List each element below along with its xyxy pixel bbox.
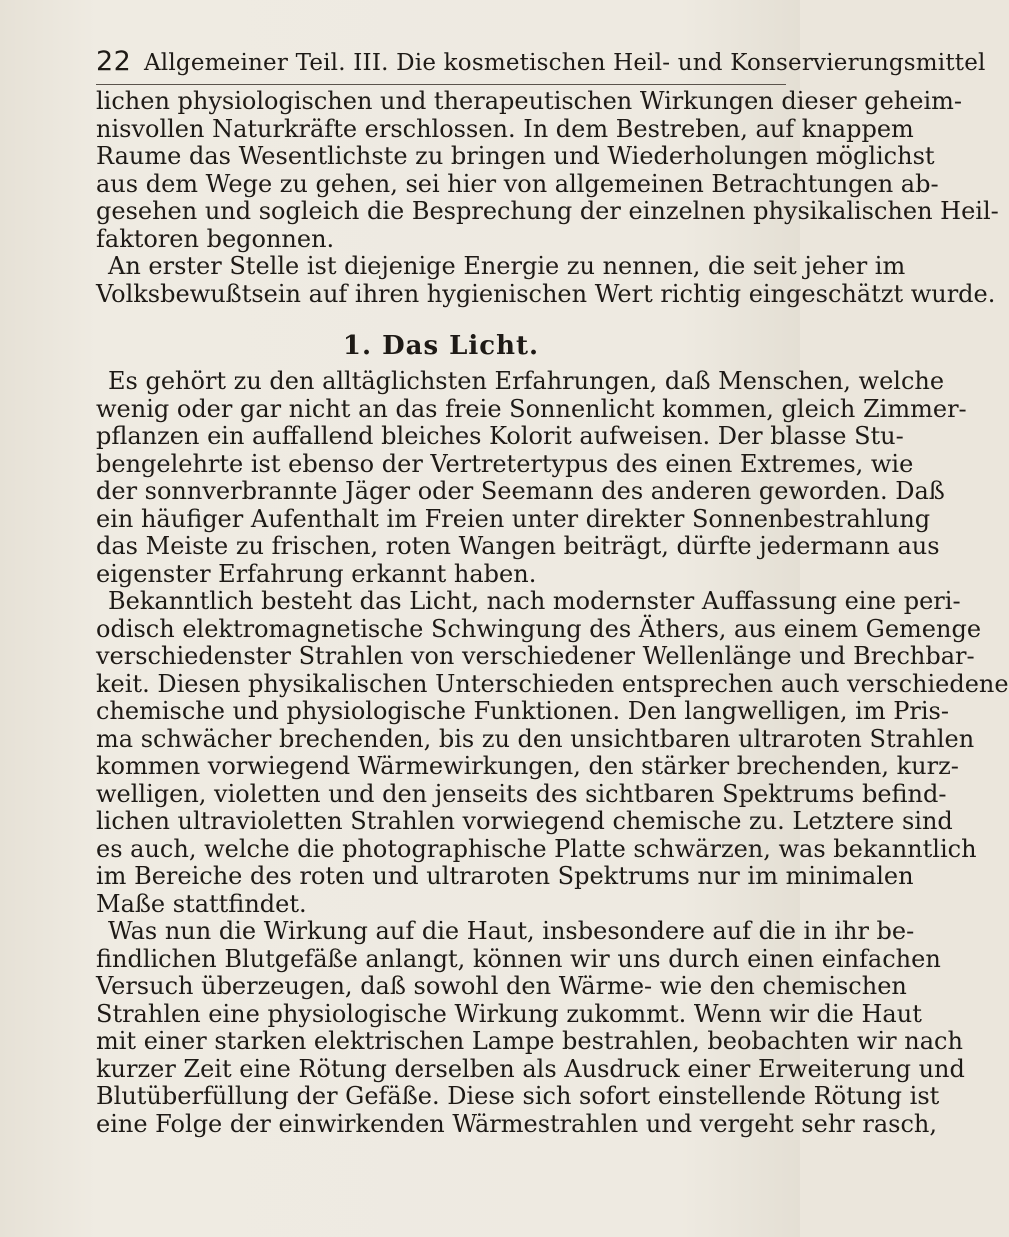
text-line: der sonnverbrannte Jäger oder Seemann des anderen geworden. Daß <box>96 477 945 505</box>
text-line: im Bereiche des roten und ultraroten Spektrums nur im minimalen <box>96 862 914 890</box>
text-line: kommen vorwiegend Wärmewirkungen, den stärker brechenden, kurz- <box>96 752 959 780</box>
text-line: gesehen und sogleich die Besprechung der einzelnen physikalischen Heil- <box>96 197 999 225</box>
text-line: chemische und physiologische Funktionen. Den langwelligen, im Pris- <box>96 697 949 725</box>
text-line: Was nun die Wirkung auf die Haut, insbesondere auf die in ihr be- <box>108 917 915 945</box>
text-line: odisch elektromagnetische Schwingung des Äthers, aus einem Gemenge <box>96 614 982 643</box>
text-line: Raume das Wesentlichste zu bringen und Wiederholungen möglichst <box>96 142 935 170</box>
text-line: Versuch überzeugen, daß sowohl den Wärme- wie den chemischen <box>96 972 907 1000</box>
text-line: bengelehrte ist ebenso der Vertretertypus des einen Extremes, wie <box>96 449 914 478</box>
text-line: findlichen Blutgefäße anlangt, können wir uns durch einen einfachen <box>96 944 941 973</box>
text-line: wenig oder gar nicht an das freie Sonnenlicht kommen, gleich Zimmer- <box>96 394 967 423</box>
text-line: An erster Stelle ist diejenige Energie zu nennen, die seit jeher im <box>108 252 906 280</box>
text-line: eigenster Erfahrung erkannt haben. <box>96 559 537 588</box>
text-line: ein häufiger Aufenthalt im Freien unter direkter Sonnenbestrahlung <box>96 504 931 533</box>
text-line: Volksbewußtsein auf ihren hygienischen Wert richtig eingeschätzt wurde. <box>96 279 996 308</box>
text-line: welligen, violetten und den jenseits des sichtbaren Spektrums befind- <box>96 779 947 808</box>
text-line: nisvollen Naturkräfte erschlossen. In dem Bestreben, auf knappem <box>96 114 914 143</box>
text-line: das Meiste zu frischen, roten Wangen beiträgt, dürfte jedermann aus <box>96 532 940 560</box>
running-title: Allgemeiner Teil. III. Die kosmetischen Heil- und Konservierungsmittel <box>144 50 986 76</box>
text-line: Blutüberfüllung der Gefäße. Diese sich sofort einstellende Rötung ist <box>96 1082 940 1110</box>
text-line: aus dem Wege zu gehen, sei hier von allgemeinen Betrachtungen ab- <box>96 169 939 198</box>
text-line: es auch, welche die photographische Platte schwärzen, was bekanntlich <box>96 834 977 863</box>
text-line: verschiedenster Strahlen von verschiedener Wellenlänge und Brechbar- <box>96 642 975 670</box>
text-line: ma schwächer brechenden, bis zu den unsichtbaren ultraroten Strahlen <box>96 724 975 753</box>
text-line: keit. Diesen physikalischen Unterschieden entsprechen auch verschiedene <box>96 669 1009 698</box>
text-line: pflanzen ein auffallend bleiches Kolorit aufweisen. Der blasse Stu- <box>96 422 904 450</box>
text-line: lichen physiologischen und therapeutischen Wirkungen dieser geheim- <box>96 87 963 115</box>
body-text <box>96 87 1009 1138</box>
text-line: Bekanntlich besteht das Licht, nach modernster Auffassung eine peri- <box>108 587 961 615</box>
text-line: Es gehört zu den alltäglichsten Erfahrungen, daß Menschen, welche <box>108 367 945 395</box>
page-number: 22 <box>96 46 132 77</box>
section-heading: 1. Das Licht. <box>342 331 540 361</box>
text-line: faktoren begonnen. <box>96 224 335 253</box>
text-line: lichen ultravioletten Strahlen vorwiegend chemische zu. Letztere sind <box>96 807 953 835</box>
text-line: Maße stattfindet. <box>96 889 307 918</box>
running-header <box>96 44 986 85</box>
text-line: kurzer Zeit eine Rötung derselben als Ausdruck einer Erweiterung und <box>96 1054 965 1083</box>
text-line: Strahlen eine physiologische Wirkung zukommt. Wenn wir die Haut <box>96 999 922 1028</box>
text-line: mit einer starken elektrischen Lampe bestrahlen, beobachten wir nach <box>96 1027 963 1055</box>
text-line: eine Folge der einwirkenden Wärmestrahlen und vergeht sehr rasch, <box>96 1109 938 1138</box>
